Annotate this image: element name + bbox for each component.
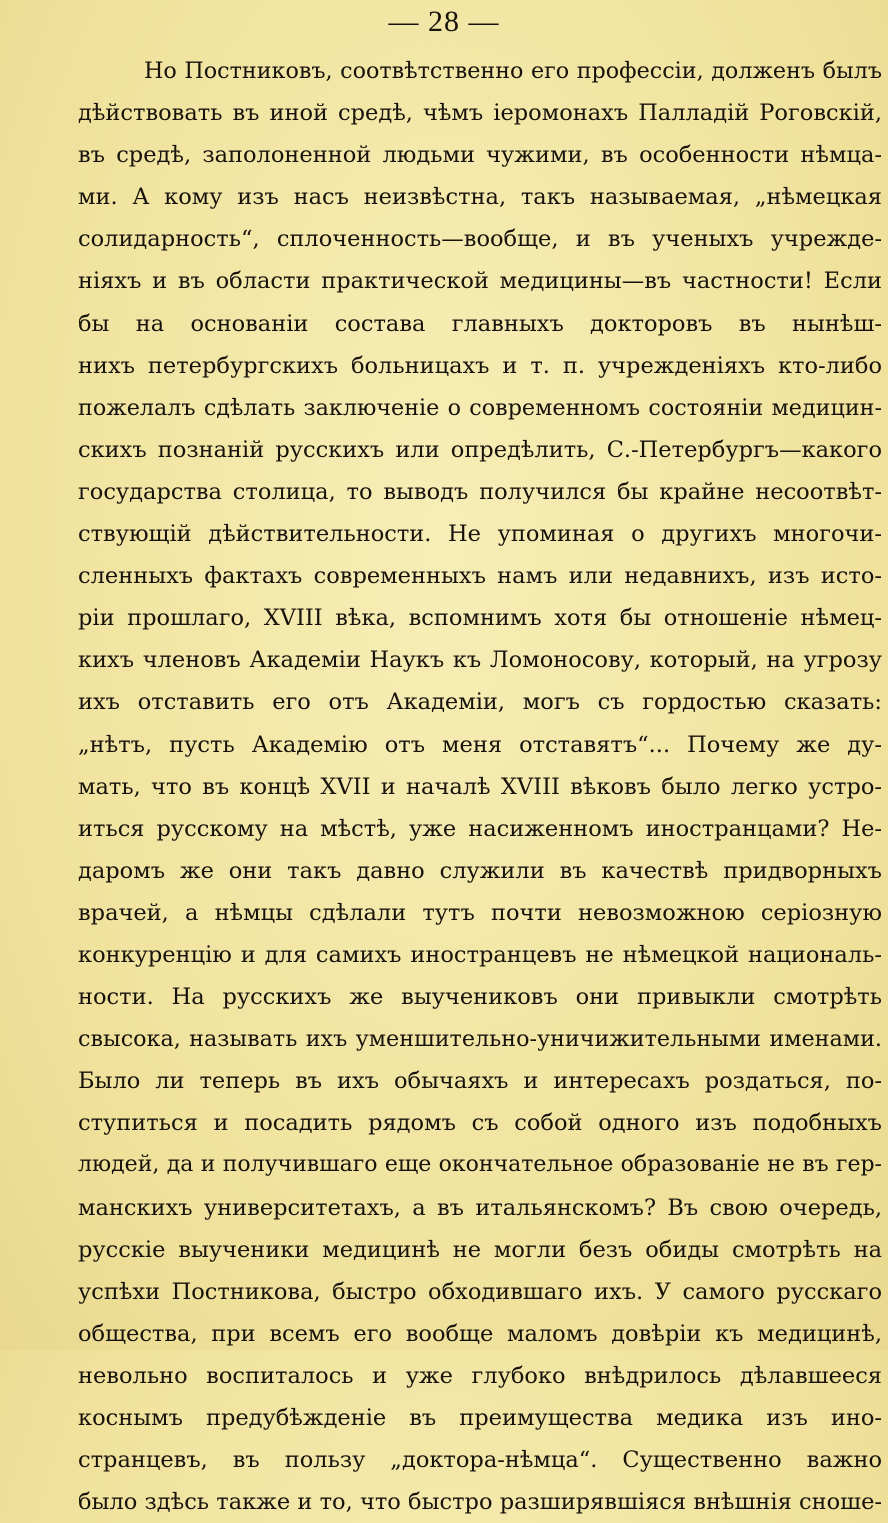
text-line: врачей, а нѣмцы сдѣлали тутъ почти невозможною серіозную <box>78 899 882 926</box>
text-line: мать, что въ концѣ XVII и началѣ XVIII вѣковъ было легко устро- <box>78 773 882 800</box>
body-text <box>78 50 882 1523</box>
text-line: невольно воспиталось и уже глубоко внѣдрилось дѣлавшееся <box>78 1362 882 1389</box>
text-line: ніяхъ и въ области практической медицины—въ частности! Если <box>78 268 882 295</box>
text-line: государства столица, то выводъ получился бы крайне несоотвѣт- <box>78 478 882 505</box>
text-line: въ средѣ, заполоненной людьми чужими, въ особенности нѣмца- <box>78 142 882 169</box>
text-line: общества, при всемъ его вообще маломъ довѣріи къ медицинѣ, <box>78 1320 882 1347</box>
text-line: иться русскому на мѣстѣ, уже насиженномъ иностранцами? Не- <box>78 815 882 842</box>
text-line: людей, да и получившаго еще окончательное образованіе не въ гер- <box>78 1152 882 1178</box>
text-line: даромъ же они такъ давно служили въ качествѣ придворныхъ <box>78 857 882 884</box>
page-number: — 28 — <box>388 5 500 38</box>
text-line: конкуренцію и для самихъ иностранцевъ не нѣмецкой националь- <box>78 941 882 968</box>
text-line: скихъ познаній русскихъ или опредѣлить, С.-Петербургъ—какого <box>78 436 882 463</box>
text-line: ствующій дѣйствительности. Не упоминая о другихъ многочи- <box>78 521 882 548</box>
text-line: странцевъ, въ пользу „доктора-нѣмца“. Существенно важно <box>78 1447 882 1474</box>
text-line: манскихъ университетахъ, а въ итальянскомъ? Въ свою очередь, <box>78 1194 882 1221</box>
text-line: ріи прошлаго, XVIII вѣка, вспомнимъ хотя бы отношеніе нѣмец- <box>78 605 882 632</box>
text-line: „нѣтъ, пусть Академію отъ меня отставятъ“... Почему же ду- <box>78 731 882 758</box>
text-line: коснымъ предубѣжденіе въ преимущества медика изъ ино- <box>78 1405 882 1431</box>
text-line: бы на основаніи состава главныхъ докторовъ въ нынѣш- <box>78 310 882 337</box>
text-line: было здѣсь также и то, что быстро разширявшіяся внѣшнія сноше- <box>78 1489 882 1516</box>
text-line: свысока, называть ихъ уменшительно-уничижительными именами. <box>78 1026 882 1053</box>
text-line: Было ли теперь въ ихъ обычаяхъ и интересахъ роздаться, по- <box>78 1068 882 1095</box>
text-line: кихъ членовъ Академіи Наукъ къ Ломоносову, который, на угрозу <box>78 647 882 674</box>
text-line: ихъ отставить его отъ Академіи, могъ съ гордостью сказать: <box>78 689 882 716</box>
text-line: ности. На русскихъ же выучениковъ они привыкли смотрѣть <box>78 984 882 1011</box>
text-line: русскіе выученики медицинѣ не могли безъ обиды смотрѣть на <box>78 1236 882 1263</box>
text-line: ступиться и посадить рядомъ съ собой одного изъ подобныхъ <box>78 1110 882 1137</box>
text-line: нихъ петербургскихъ больницахъ и т. п. учрежденіяхъ кто-либо <box>78 352 882 379</box>
text-line: сленныхъ фактахъ современныхъ намъ или недавнихъ, изъ исто- <box>78 563 882 590</box>
text-line: дѣйствовать въ иной средѣ, чѣмъ іеромонахъ Палладій Роговскій, <box>78 100 882 127</box>
text-line: пожелалъ сдѣлать заключеніе о современномъ состояніи медицин- <box>78 394 882 421</box>
text-line: Но Постниковъ, соотвѣтственно его профессіи, долженъ былъ <box>144 58 882 84</box>
text-line: ми. А кому изъ насъ неизвѣстна, такъ называемая, „нѣмецкая <box>78 184 882 211</box>
text-line: солидарность“, сплоченность—вообще, и въ ученыхъ учрежде- <box>78 226 882 253</box>
text-line: успѣхи Постникова, быстро обходившаго ихъ. У самого русскаго <box>78 1278 882 1305</box>
